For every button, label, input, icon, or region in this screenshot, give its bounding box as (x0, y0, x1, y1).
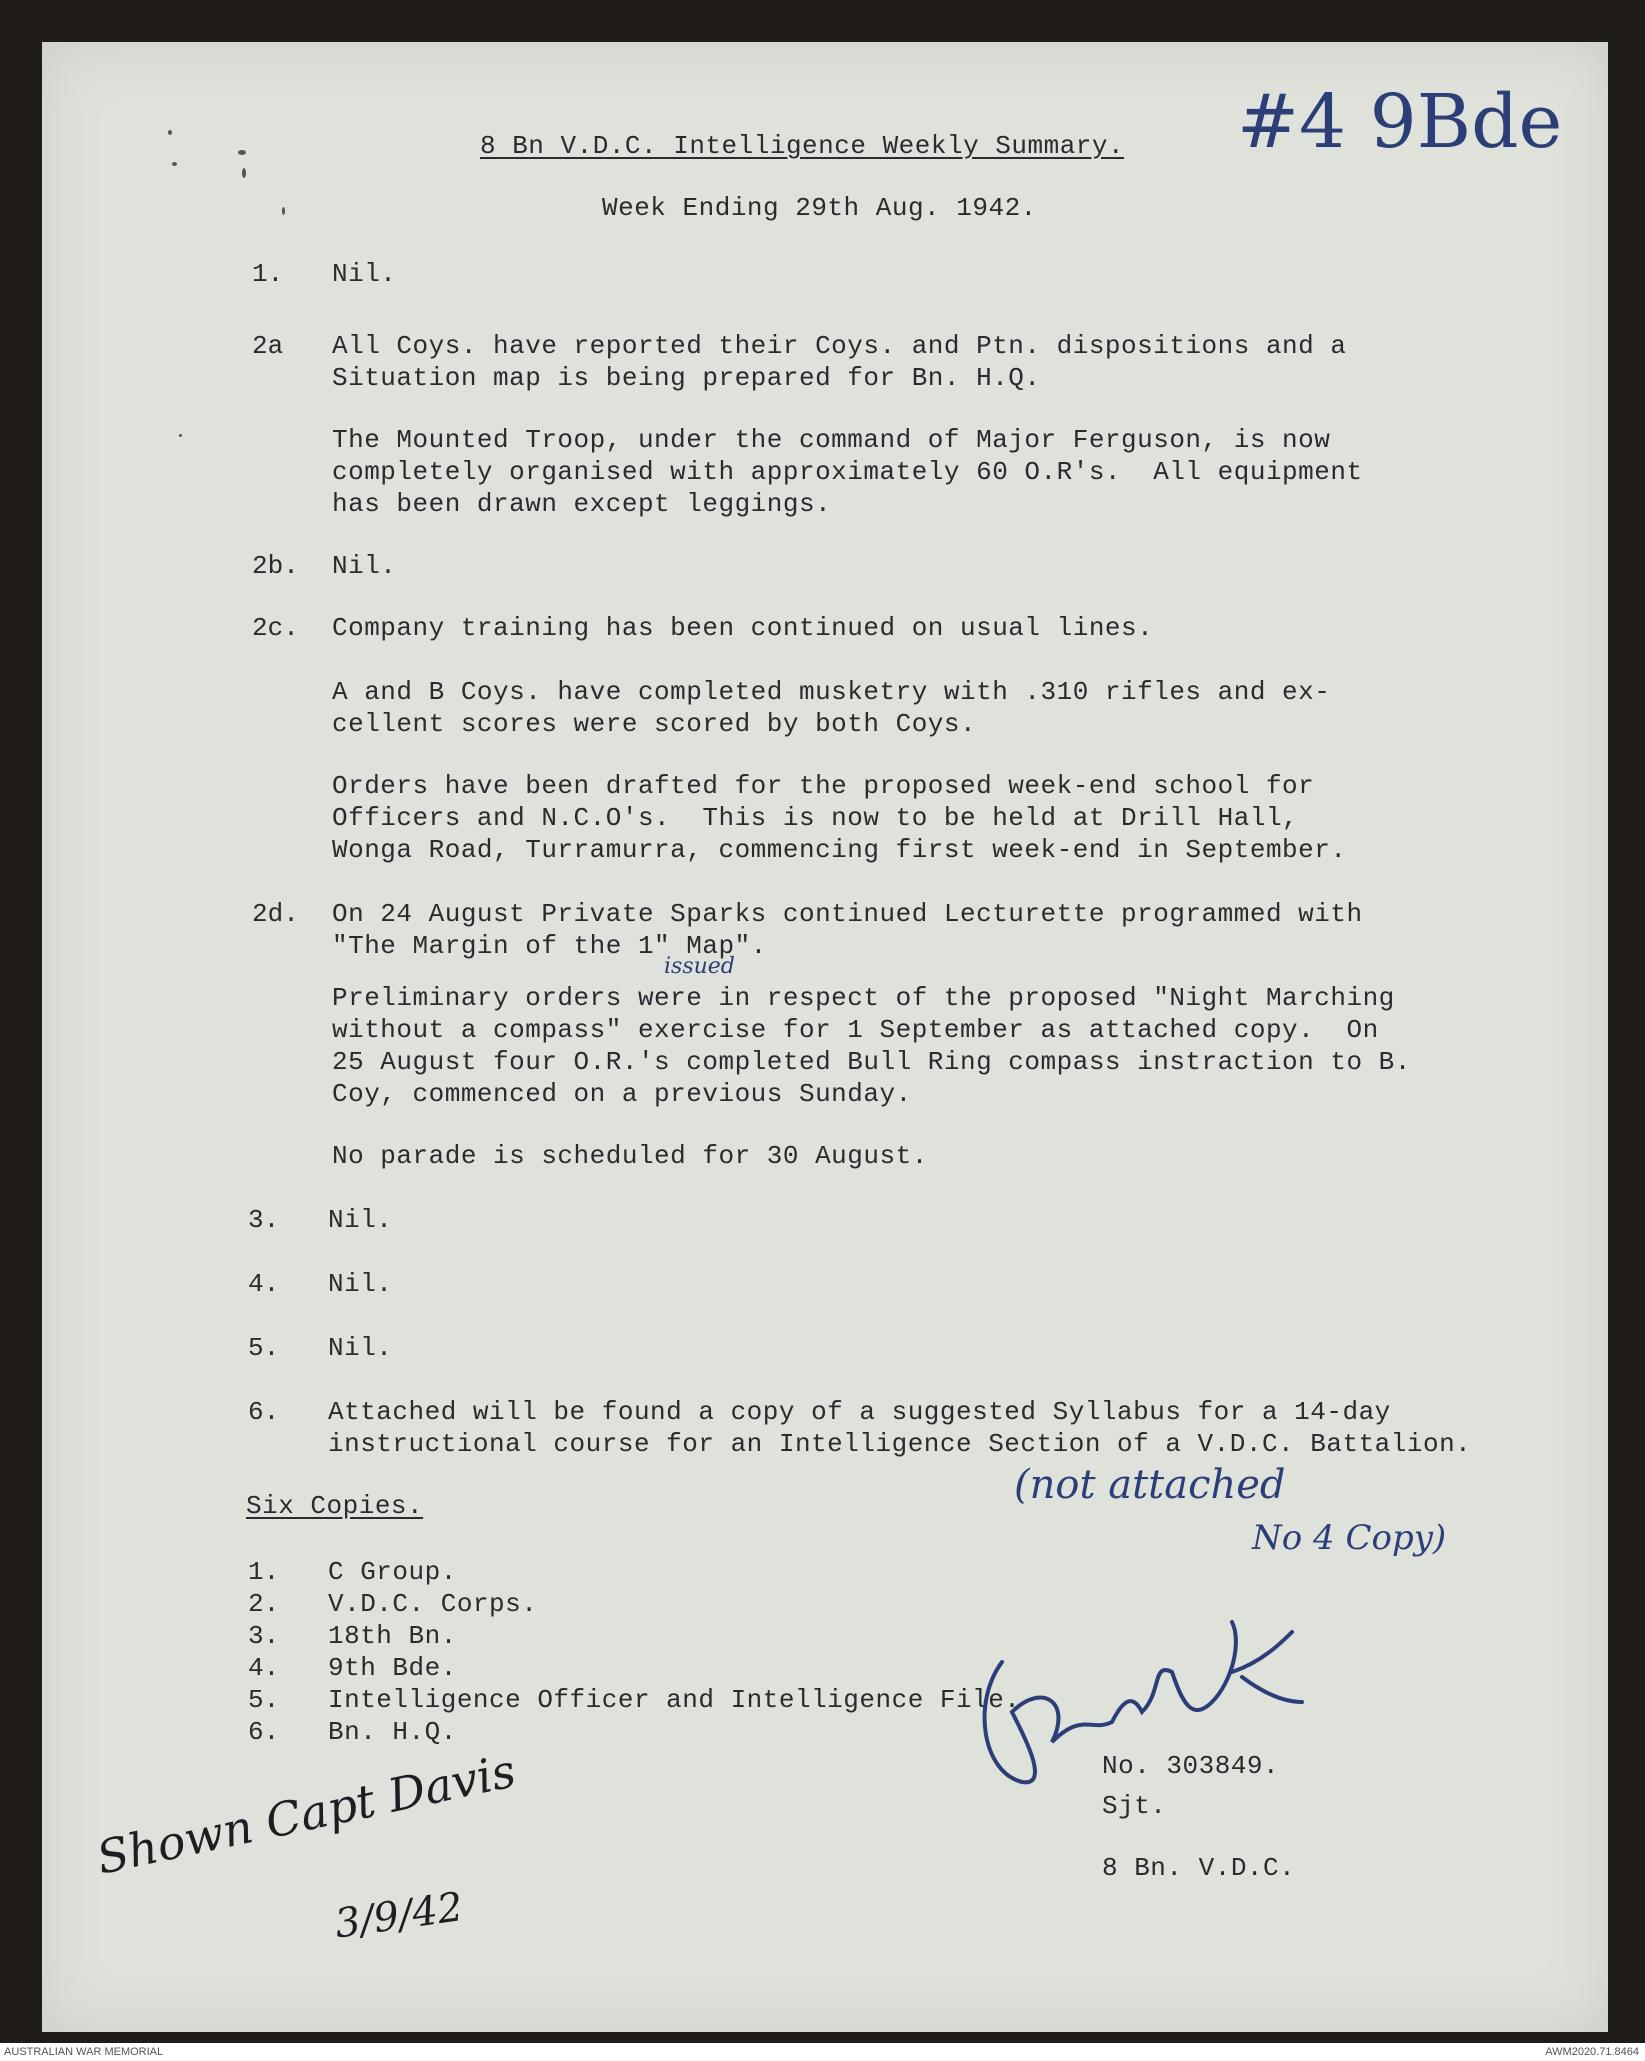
distribution-heading: Six Copies. (246, 1491, 424, 1521)
distribution-number: 5. (248, 1685, 280, 1715)
distribution-entry: Intelligence Officer and Intelligence File. (328, 1685, 1021, 1715)
item-number: 2c. (252, 613, 299, 643)
distribution-entry: 9th Bde. (328, 1653, 457, 1683)
item-number: 2d. (252, 899, 299, 929)
distribution-number: 2. (248, 1589, 280, 1619)
distribution-number: 6. (248, 1717, 280, 1747)
item-number: 4. (248, 1269, 280, 1299)
item-text: Situation map is being prepared for Bn. H.Q. (332, 363, 1041, 393)
handwritten-note-not-attached: (not attached (1014, 1462, 1286, 1508)
item-text: A and B Coys. have completed musketry with .310 rifles and ex- (332, 677, 1331, 707)
paper-speck (179, 434, 182, 437)
handwritten-note-copy: No 4 Copy) (1252, 1518, 1447, 1558)
item-text: Coy, commenced on a previous Sunday. (332, 1079, 912, 1109)
item-text: Nil. (332, 259, 397, 289)
paper-speck (242, 168, 246, 178)
item-text: 25 August four O.R.'s completed Bull Ring compass instraction to B. (332, 1047, 1411, 1077)
paper-speck (172, 162, 177, 166)
signature-rank: Sjt. (1102, 1791, 1167, 1821)
document-subtitle: Week Ending 29th Aug. 1942. (602, 193, 1037, 223)
item-number: 1. (252, 259, 284, 289)
item-text: completely organised with approximately 60 O.R's. All equipment (332, 457, 1363, 487)
item-number: 2a (252, 331, 284, 361)
distribution-number: 1. (248, 1557, 280, 1587)
document-page (42, 42, 1608, 2032)
footer-bar (0, 2043, 1645, 2061)
item-text: "The Margin of the 1" Map". (332, 931, 767, 961)
signature-number: No. 303849. (1102, 1751, 1280, 1781)
item-text: All Coys. have reported their Coys. and Ptn. dispositions and a (332, 331, 1347, 361)
item-text: Nil. (328, 1333, 393, 1363)
footer-credit: AUSTRALIAN WAR MEMORIAL (4, 2046, 164, 2058)
item-text: has been drawn except leggings. (332, 489, 832, 519)
distribution-entry: 18th Bn. (328, 1621, 457, 1651)
item-number: 6. (248, 1397, 280, 1427)
paper-speck (238, 150, 246, 155)
item-text: Nil. (328, 1269, 393, 1299)
item-number: 2b. (252, 551, 299, 581)
item-text: Attached will be found a copy of a suggested Syllabus for a 14-day (328, 1397, 1391, 1427)
item-text: Company training has been continued on usual lines. (332, 613, 1154, 643)
handwritten-insert: issued (664, 954, 735, 979)
item-text: without a compass" exercise for 1 September as attached copy. On (332, 1015, 1379, 1045)
signature-unit: 8 Bn. V.D.C. (1102, 1853, 1296, 1883)
distribution-entry: Bn. H.Q. (328, 1717, 457, 1747)
handwritten-shown-note: Shown Capt Davis (92, 1743, 521, 1885)
item-text: Wonga Road, Turramurra, commencing first week-end in September. (332, 835, 1347, 865)
item-text: On 24 August Private Sparks continued Lecturette programmed with (332, 899, 1363, 929)
paper-speck (168, 130, 172, 135)
item-text: Nil. (332, 551, 397, 581)
item-text: cellent scores were scored by both Coys. (332, 709, 977, 739)
distribution-number: 4. (248, 1653, 280, 1683)
item-text: Nil. (328, 1205, 393, 1235)
item-text: The Mounted Troop, under the command of Major Ferguson, is now (332, 425, 1331, 455)
item-text: No parade is scheduled for 30 August. (332, 1141, 928, 1171)
item-text: Officers and N.C.O's. This is now to be held at Drill Hall, (332, 803, 1299, 833)
distribution-entry: C Group. (328, 1557, 457, 1587)
item-number: 5. (248, 1333, 280, 1363)
handwritten-corner-note: #4 9Bde (1237, 79, 1563, 165)
distribution-number: 3. (248, 1621, 280, 1651)
handwritten-date: 3/9/42 (332, 1884, 466, 1948)
distribution-entry: V.D.C. Corps. (328, 1589, 538, 1619)
paper-speck (282, 207, 285, 215)
footer-reference: AWM2020.71.8464 (1545, 2046, 1639, 2058)
document-title: 8 Bn V.D.C. Intelligence Weekly Summary. (480, 131, 1125, 161)
item-number: 3. (248, 1205, 280, 1235)
item-text: Orders have been drafted for the proposed week-end school for (332, 771, 1315, 801)
item-text: instructional course for an Intelligence Section of a V.D.C. Battalion. (328, 1429, 1472, 1459)
item-text: Preliminary orders were in respect of the proposed "Night Marching (332, 983, 1395, 1013)
